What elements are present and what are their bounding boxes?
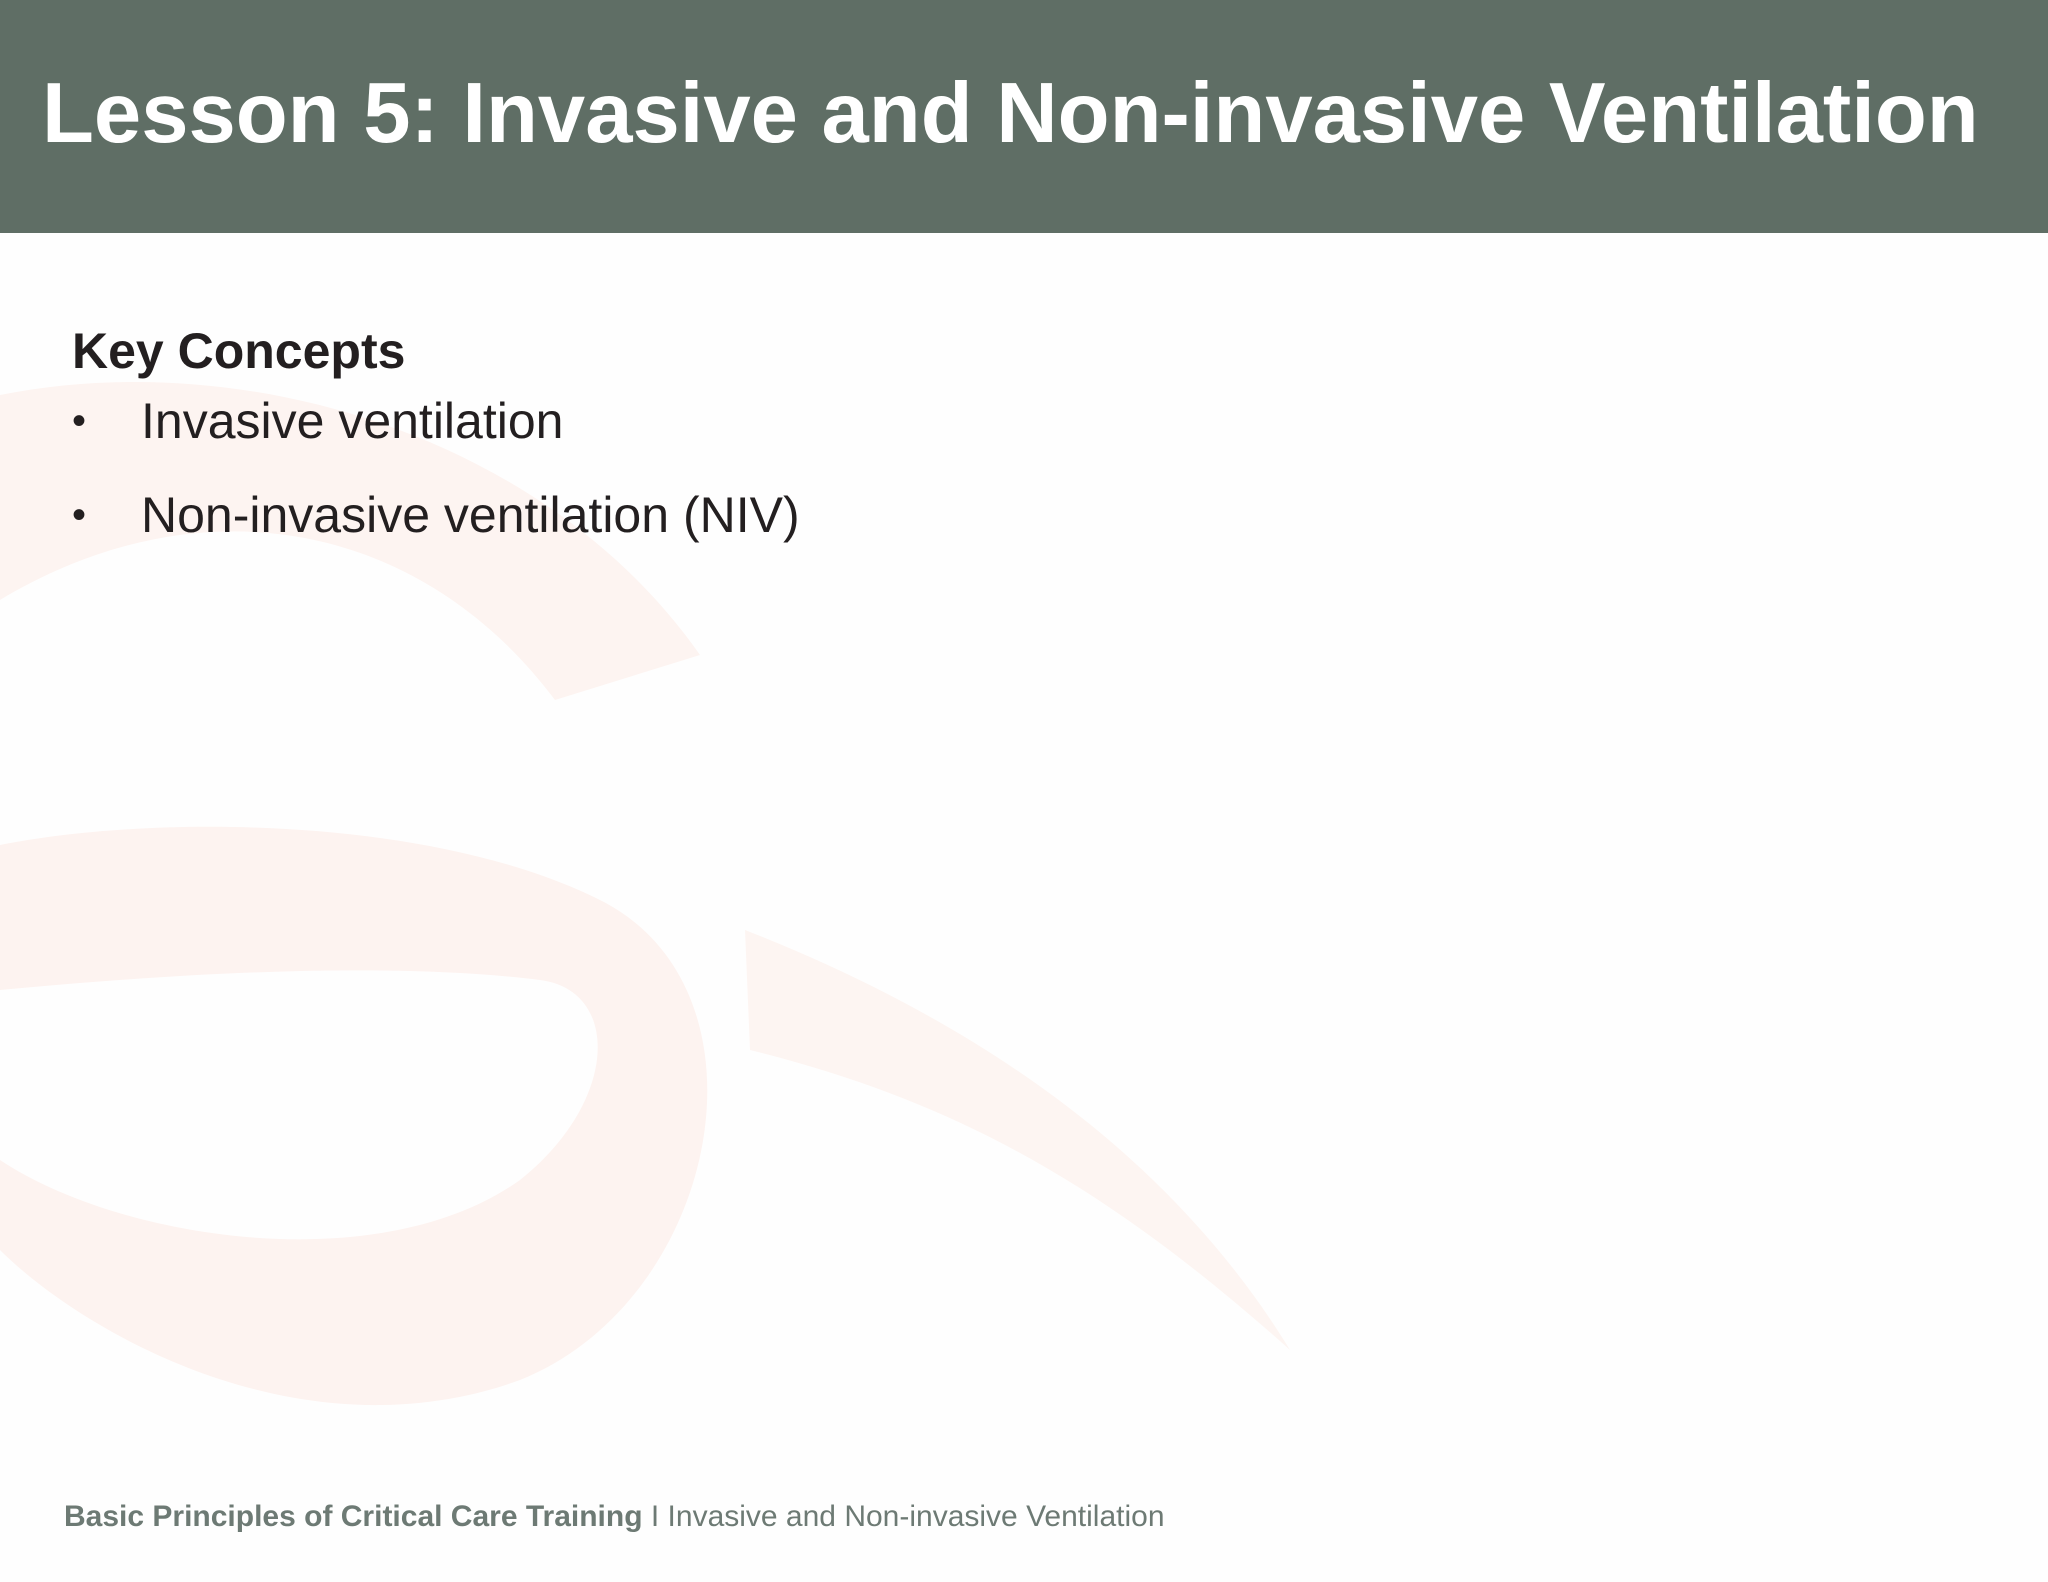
- list-item: [72, 480, 800, 550]
- list-item-text: Non-invasive ventilation (NIV): [141, 487, 800, 543]
- slide-body: [72, 316, 800, 574]
- watermark-swoosh: [745, 930, 1290, 1350]
- bullet-icon: •: [72, 493, 87, 537]
- slide-title: Lesson 5: Invasive and Non-invasive Ventilation: [42, 66, 1979, 161]
- key-concepts-list: [72, 386, 800, 550]
- bullet-icon: •: [72, 399, 87, 443]
- section-heading: Key Concepts: [72, 323, 406, 379]
- watermark-lower-ring: [0, 827, 707, 1405]
- footer-course-name: Basic Principles of Critical Care Training: [64, 1500, 643, 1533]
- slide-footer: [64, 1497, 1165, 1537]
- footer-topic: Invasive and Non-invasive Ventilation: [667, 1500, 1165, 1533]
- list-item: [72, 386, 800, 456]
- footer-separator: I: [642, 1500, 668, 1533]
- list-item-text: Invasive ventilation: [141, 393, 564, 449]
- title-banner: [0, 0, 2048, 233]
